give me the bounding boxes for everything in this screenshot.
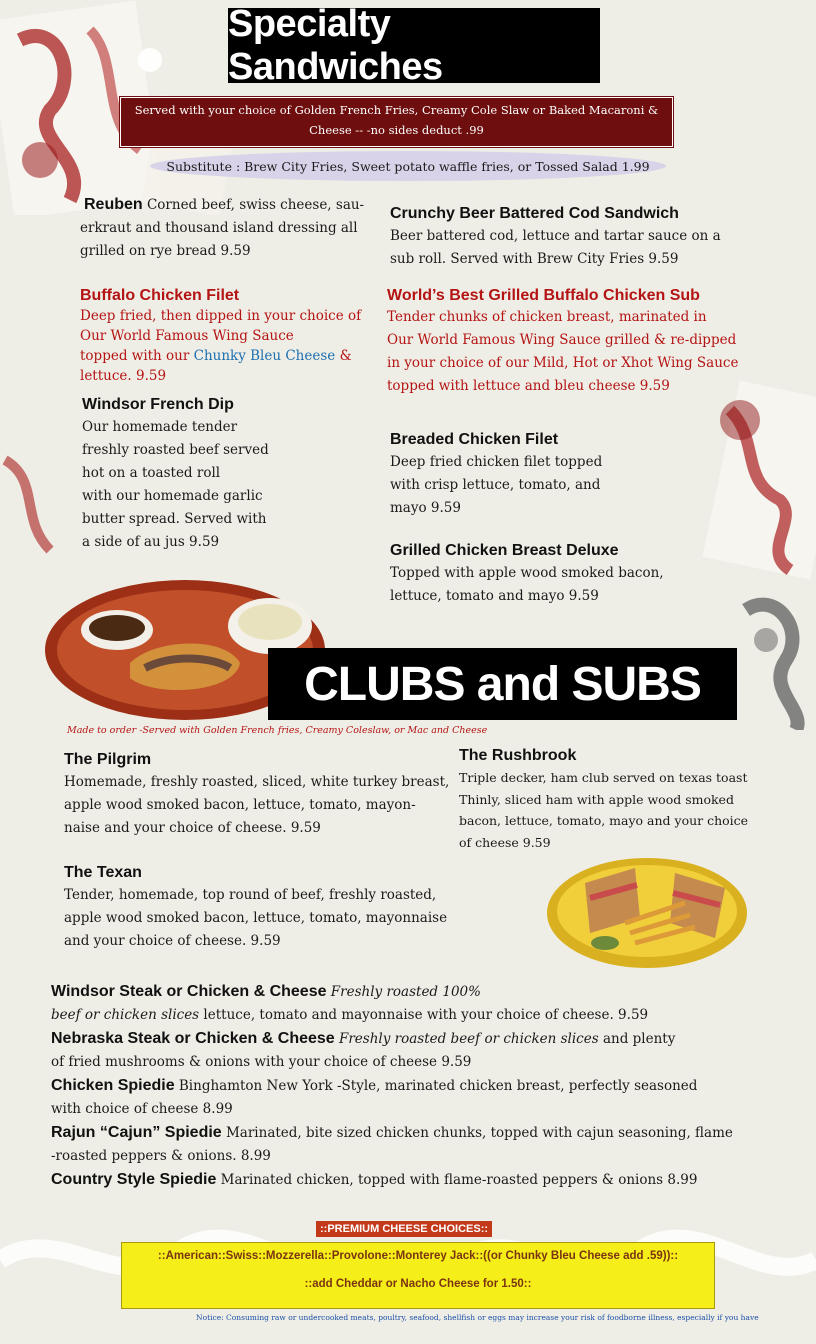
reuben-desc-1: Corned beef, swiss cheese, sau- (142, 197, 365, 213)
reuben-item (80, 193, 380, 263)
sides-box (120, 97, 673, 147)
french-dip-line-2: freshly roasted beef served (82, 442, 269, 458)
breaded-filet-item (390, 429, 690, 520)
cod-desc-1: Beer battered cod, lettuce and tartar sauce on a (390, 228, 721, 244)
spiedie-line-2: with choice of cheese 8.99 (51, 1101, 233, 1117)
cheese-label: ::PREMIUM CHEESE CHOICES:: (316, 1221, 492, 1237)
spiedie-rest: Binghamton New York -Style, marinated chicken breast, perfectly seasoned (174, 1078, 698, 1094)
clubs-banner (268, 648, 737, 720)
buffalo-sub-line-3: in your choice of our Mild, Hot or Xhot Wing Sauce (387, 355, 739, 371)
nebraska-italic: Freshly roasted beef or chicken slices (334, 1031, 599, 1047)
cod-item (390, 203, 790, 271)
breaded-filet-line-3: mayo 9.59 (390, 500, 461, 516)
french-dip-name: Windsor French Dip (82, 396, 234, 413)
windsor-steak-line2b: lettuce, tomato and mayonnaise with your choice of cheese. 9.59 (199, 1007, 649, 1023)
substitute-text: Substitute : Brew City Fries, Sweet potato waffle fries, or Tossed Salad 1.99 (166, 158, 650, 174)
buffalo-sub-line-4: topped with lettuce and bleu cheese 9.59 (387, 378, 670, 394)
floral-decoration-left-mid (0, 450, 70, 570)
buffalo-filet-desc-3c: & (335, 348, 352, 364)
nebraska-name: Nebraska Steak or Chicken & Cheese (51, 1030, 335, 1047)
bottom-list (51, 980, 791, 1192)
grilled-deluxe-line-2: lettuce, tomato and mayo 9.59 (390, 588, 599, 604)
french-dip-line-4: with our homemade garlic (82, 488, 263, 504)
buffalo-filet-desc-2: Our World Famous Wing Sauce (80, 328, 294, 344)
clubs-note: Made to order -Served with Golden French fries, Creamy Coleslaw, or Mac and Cheese (67, 725, 488, 736)
reuben-desc-2: erkraut and thousand island dressing all (80, 220, 358, 236)
clubs-title: CLUBS and SUBS (304, 657, 701, 711)
rajun-rest: Marinated, bite sized chicken chunks, topped with cajun seasoning, flame (221, 1125, 733, 1141)
page-title: Specialty Sandwiches (228, 2, 443, 88)
cheese-line-1: ::American::Swiss::Mozzerella::Provolone::Monterey Jack::((or Chunky Bleu Cheese add .59)):: (157, 1250, 679, 1262)
french-dip-line-3: hot on a toasted roll (82, 465, 221, 481)
buffalo-filet-desc-3a: topped with our (80, 348, 194, 364)
buffalo-filet-desc-4: lettuce. 9.59 (80, 368, 167, 384)
reuben-desc-3: grilled on rye bread 9.59 (80, 243, 251, 259)
health-notice: Notice: Consuming raw or undercooked meats, poultry, seafood, shellfish or eggs may increase your risk of foodborne illness, especially if you have (196, 1313, 759, 1322)
grilled-deluxe-line-1: Topped with apple wood smoked bacon, (390, 565, 664, 581)
page-title-banner (228, 2, 600, 88)
texan-line-3: and your choice of cheese. 9.59 (64, 933, 281, 949)
spiedie-line-1 (51, 1074, 791, 1098)
pilgrim-line-2: apple wood smoked bacon, lettuce, tomato, mayon- (64, 797, 416, 813)
sides-line-1: Served with your choice of Golden French Fries, Creamy Cole Slaw or Baked Macaroni & (134, 103, 659, 117)
club-sandwich-photo (545, 843, 750, 973)
breaded-filet-line-1: Deep fried chicken filet topped (390, 454, 603, 470)
pilgrim-line-3: naise and your choice of cheese. 9.59 (64, 820, 321, 836)
texan-line-2: apple wood smoked bacon, lettuce, tomato, mayonnaise (64, 910, 448, 926)
pilgrim-item (64, 749, 464, 840)
buffalo-sub-line-1: Tender chunks of chicken breast, marinated in (387, 309, 707, 325)
substitute-oval (150, 151, 666, 181)
grilled-deluxe-item (390, 540, 720, 608)
breaded-filet-name: Breaded Chicken Filet (390, 431, 559, 448)
rajun-line-1 (51, 1121, 791, 1145)
rushbrook-name: The Rushbrook (459, 747, 577, 764)
spiedie-name: Chicken Spiedie (51, 1077, 175, 1094)
windsor-steak-italic: Freshly roasted 100% (326, 984, 481, 1000)
buffalo-sub-item (387, 286, 807, 398)
buffalo-filet-name: Buffalo Chicken Filet (80, 287, 240, 304)
reuben-name: Reuben (84, 196, 143, 213)
breaded-filet-line-2: with crisp lettuce, tomato, and (390, 477, 601, 493)
french-dip-line-6: a side of au jus 9.59 (82, 534, 220, 550)
buffalo-sub-line-2: Our World Famous Wing Sauce grilled & re-dipped (387, 332, 737, 348)
rushbrook-item (459, 745, 779, 853)
buffalo-filet-item (80, 286, 380, 386)
french-dip-line-1: Our homemade tender (82, 419, 238, 435)
country-line-1 (51, 1168, 791, 1192)
chunky-bleu-cheese-text: Chunky Bleu Cheese (193, 348, 336, 364)
cod-desc-2: sub roll. Served with Brew City Fries 9.59 (390, 251, 679, 267)
rushbrook-line-2: Thinly, sliced ham with apple wood smoked (459, 791, 734, 807)
pilgrim-name: The Pilgrim (64, 751, 152, 768)
rushbrook-line-1: Triple decker, ham club served on texas toast (459, 770, 748, 785)
nebraska-line-1 (51, 1027, 791, 1051)
country-name: Country Style Spiedie (51, 1171, 217, 1188)
cheese-box (121, 1242, 715, 1309)
rushbrook-line-4: of cheese 9.59 (459, 834, 551, 850)
grilled-deluxe-name: Grilled Chicken Breast Deluxe (390, 542, 619, 559)
windsor-steak-name: Windsor Steak or Chicken & Cheese (51, 983, 327, 1000)
rushbrook-line-3: bacon, lettuce, tomato, mayo and your choice (459, 813, 749, 828)
rajun-name: Rajun “Cajun” Spiedie (51, 1124, 222, 1141)
french-dip-line-5: butter spread. Served with (82, 511, 267, 527)
french-dip-item (82, 394, 342, 554)
windsor-steak-line-2 (51, 1004, 791, 1027)
cheese-line-2: ::add Cheddar or Nacho Cheese for 1.50:: (304, 1278, 532, 1290)
pilgrim-line-1: Homemade, freshly roasted, sliced, white turkey breast, (64, 774, 450, 790)
cod-name: Crunchy Beer Battered Cod Sandwich (390, 205, 679, 222)
country-rest: Marinated chicken, topped with flame-roasted peppers & onions 8.99 (216, 1172, 698, 1188)
windsor-steak-line-1 (51, 980, 791, 1004)
nebraska-line-2: of fried mushrooms & onions with your choice of cheese 9.59 (51, 1054, 472, 1070)
buffalo-sub-name: World’s Best Grilled Buffalo Chicken Sub (387, 287, 700, 304)
windsor-steak-line2a: beef or chicken slices (51, 1007, 200, 1023)
texan-name: The Texan (64, 864, 142, 881)
floral-decoration-gray-right (736, 590, 816, 730)
rajun-line-2: -roasted peppers & onions. 8.99 (51, 1148, 271, 1164)
nebraska-rest: and plenty (598, 1031, 676, 1047)
texan-line-1: Tender, homemade, top round of beef, freshly roasted, (64, 887, 437, 903)
texan-item (64, 862, 484, 953)
sides-line-2: Cheese -- -no sides deduct .99 (309, 123, 484, 137)
buffalo-filet-desc-1: Deep fried, then dipped in your choice of (80, 308, 362, 324)
